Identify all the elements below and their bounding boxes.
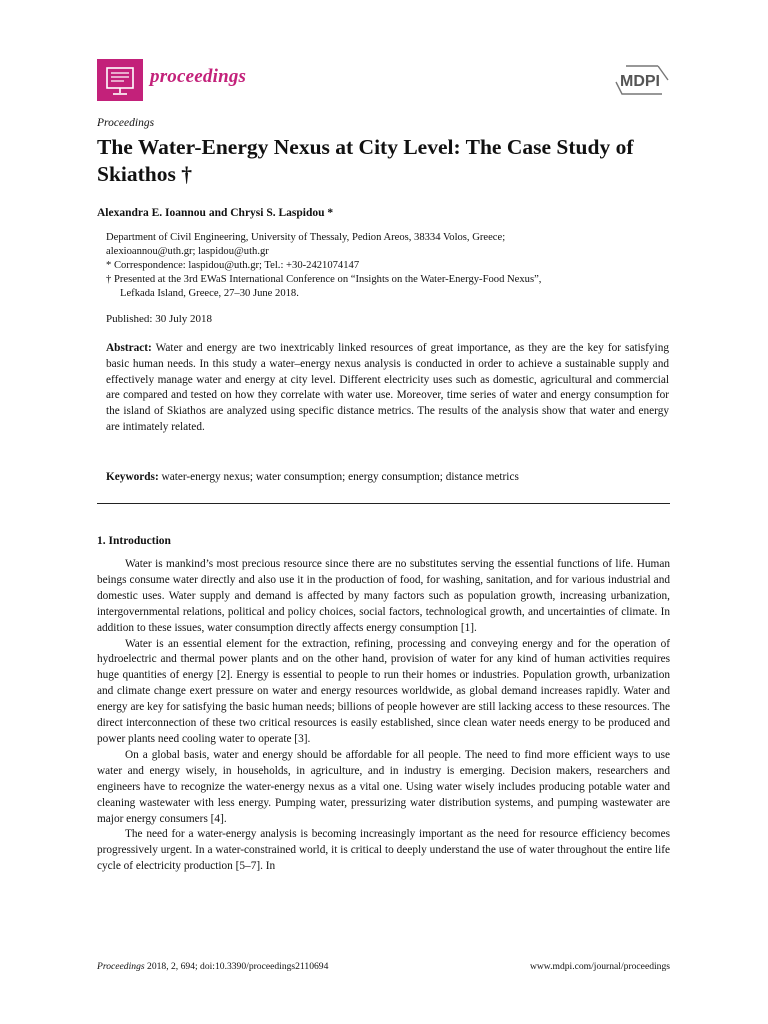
footer-doi: 2018, 2, 694; doi:10.3390/proceedings2110694 <box>147 961 329 972</box>
abstract-text: Water and energy are two inextricably linked resources of great importance, as they are the key for satisfying basic human needs. In this study a water–energy nexus analysis is conducted in order to achieve a sustainable supply and effectively manage water and energy at city level. Different electricity uses such as domestic, agricultural and commercial are compared and tested on how they correlate with water use. Moreover, time series of water and energy consumption for the island of Skiathos are analyzed using specific distance metrics. The results of the analysis show that water and energy are intimately related. <box>106 342 669 433</box>
abstract-label: Abstract: <box>106 342 152 354</box>
journal-logo-icon <box>97 59 143 101</box>
body-paragraph: The need for a water-energy analysis is becoming increasingly important as the need for resource efficiency becomes progressively urgent. In a water-constrained world, it is critical to deeply understand the use of water throughout the entire life cycle of electricity production [5–7]. In <box>97 828 670 873</box>
section-heading: 1. Introduction <box>97 535 171 547</box>
presented-note: † Presented at the 3rd EWaS International Conference on “Insights on the Water-Energy-Food Nexus”, <box>106 274 542 285</box>
keywords <box>106 470 669 486</box>
introduction-body <box>97 557 670 875</box>
footer-citation <box>97 961 328 972</box>
author-list: Alexandra E. Ioannou and Chrysi S. Laspidou * <box>97 207 334 219</box>
journal-label: Proceedings <box>97 117 155 129</box>
abstract <box>106 341 669 436</box>
affiliation: Department of Civil Engineering, University of Thessaly, Pedion Areos, 38334 Volos, Greece; <box>106 232 506 243</box>
body-paragraph: Water is an essential element for the extraction, refining, processing and conveying energy and for the operation of hydroelectric and thermal power plants and on the other hand, provision of water for any kind of human activities requires huge quantities of energy [2]. Energy is essential to people to run their homes or industries. Population growth, urbanization and climate change exert pressure on water and energy resources worldwide, as global demand increases rapidly. Water and energy are key for satisfying the basic human needs; billions of people however are still lacking access to these resources. The direct interconnection of these two critical resources is easily established, since clean water needs energy to be produced and power plants need cooling water to operate [3]. <box>97 637 670 745</box>
article-title: The Water-Energy Nexus at City Level: The Case Study of Skiathos † <box>97 135 634 186</box>
presented-note-cont: Lefkada Island, Greece, 27–30 June 2018. <box>120 288 299 299</box>
journal-wordmark: proceedings <box>150 66 247 87</box>
publisher-name: MDPI <box>620 73 660 90</box>
publisher-logo <box>612 62 672 100</box>
footer-journal: Proceedings <box>97 961 145 972</box>
footer-url[interactable]: www.mdpi.com/journal/proceedings <box>529 961 670 972</box>
body-paragraph: Water is mankind’s most precious resource since there are no substitutes serving the essential functions of life. Human beings consume water directly and also use it in the production of food, for washing, sanitation, and for various industrial and domestic uses. Water supply and demand is affected by many factors such as population growth, increasing urbanization, intergovernmental relations, political and policy choices, social factors, technological growth, and uncertainties of climate. In addition to these issues, water consumption directly affects energy consumption [1]. <box>97 558 670 634</box>
author-emails: alexioannou@uth.gr; laspidou@uth.gr <box>106 246 269 257</box>
affiliations <box>106 231 676 301</box>
published-date: Published: 30 July 2018 <box>106 313 213 325</box>
section-divider <box>97 503 670 504</box>
keywords-label: Keywords: <box>106 471 159 483</box>
keywords-text: water-energy nexus; water consumption; energy consumption; distance metrics <box>161 471 519 483</box>
correspondence: * Correspondence: laspidou@uth.gr; Tel.: +30-2421074147 <box>106 260 360 271</box>
body-paragraph: On a global basis, water and energy should be affordable for all people. The need to find more efficient ways to use water and energy wisely, in households, in agriculture, and in industry is emerging. Decision makers, researchers and engineers have to recognize the water-energy nexus as a vital one. Using water wisely includes producing potable water and cleaning wastewater with less energy. Pumping water, pressurizing water distribution systems, and pumping wastewater are major energy consumers [4]. <box>97 748 670 825</box>
